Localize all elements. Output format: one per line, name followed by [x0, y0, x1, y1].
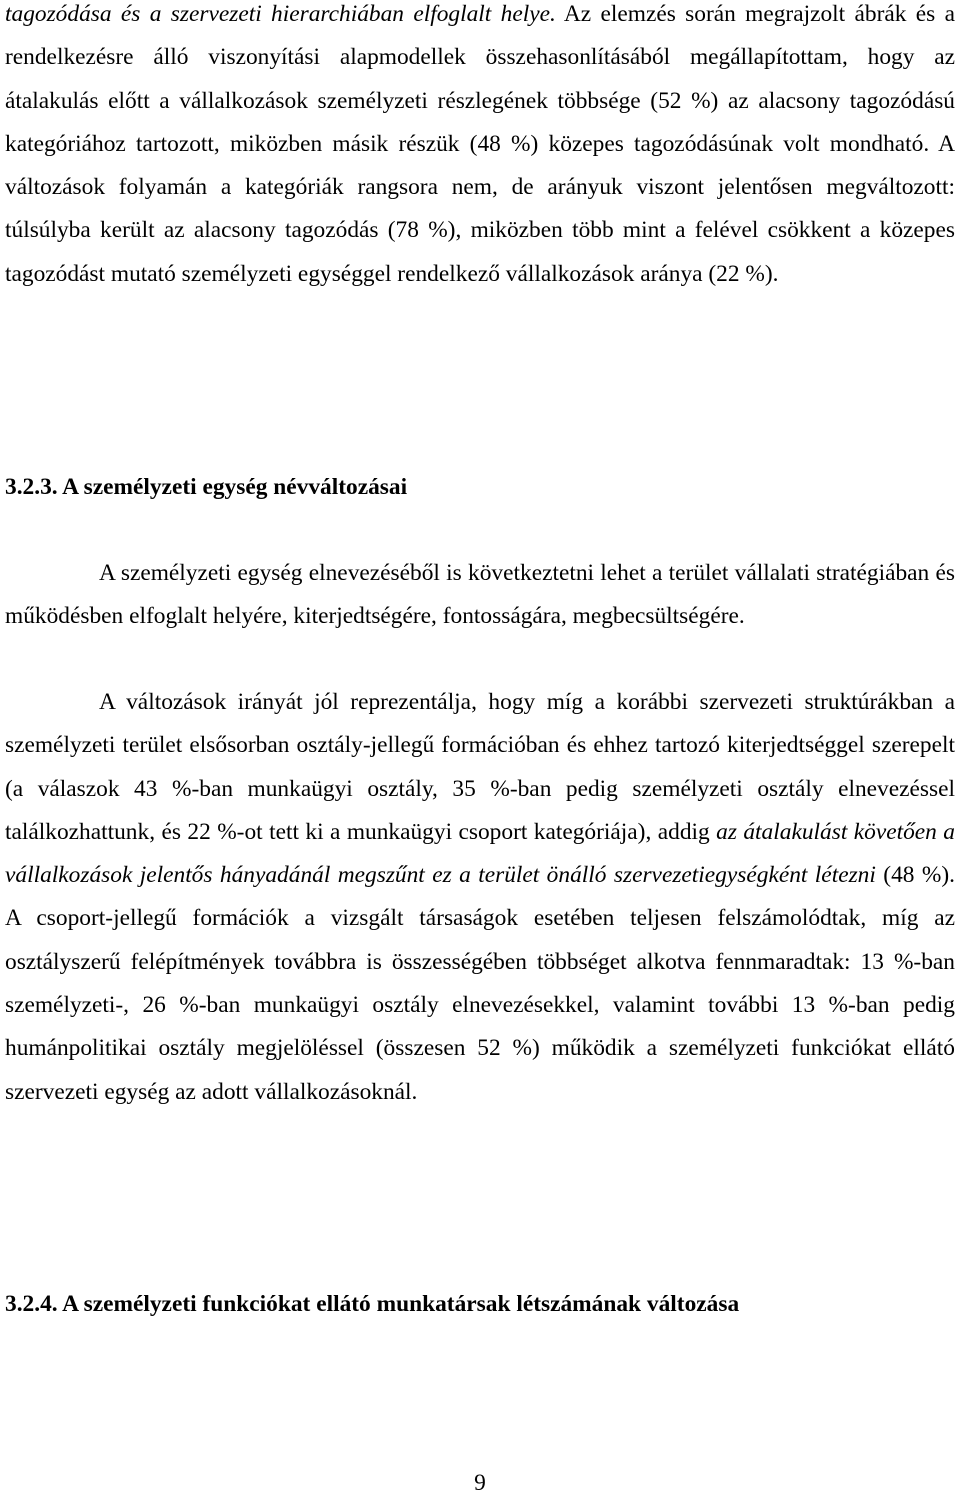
paragraph-text-part2: (48 %). A csoport-jellegű formációk a vizsgált társaságok esetében teljesen felszámolódtak, míg az osztályszerű felépítmények továbbra is összességében többséget alkotva fennmaradtak: 13 %-ban személyzeti-, 26 %-ban munkaügyi osztály elnevezésekkel, valamint további 13 %-ban pedig humánpolitikai osztály megjelöléssel (összesen 52 %) működik a személyzeti funkciókat ellátó szervezeti egység az adott vállalkozásoknál. — [5, 862, 955, 1105]
paragraph-name-changes — [5, 681, 955, 1114]
section-heading-3-2-4: 3.2.4. A személyzeti funkciókat ellátó munkatársak létszámának változása — [5, 1291, 740, 1317]
page-number: 9 — [474, 1470, 486, 1496]
italic-lead-text: tagozódása és a szervezeti hierarchiában elfoglalt helye. — [5, 1, 556, 27]
paragraph-text: Az elemzés során megrajzolt ábrák és a rendelkezésre álló viszonyítási alapmodellek összehasonlításából megállapítottam, hogy az átalakulás előtt a vállalkozások személyzeti részlegének többsége (52 %) az alacsony tagozódású kategóriához tartozott, miközben másik részük (48 %) közepes tagozódásúnak volt mondható. A változások folyamán a kategóriák rangsora nem, de arányuk viszont jelentősen megváltozott: túlsúlyba került az alacsony tagozódás (78 %), miközben több mint a felével csökkent a közepes tagozódást mutató személyzeti egységgel rendelkező vállalkozások aránya (22 %). — [5, 1, 956, 287]
italic-emphasis-text: az átalakulást követően a vállalkozások jelentős hányadánál megszűnt ez a terület önálló szervezetiegységként létezni — [5, 818, 955, 889]
paragraph-name-intro: A személyzeti egység elnevezéséből is következtetni lehet a terület vállalati stratégiában és működésben elfoglalt helyére, kiterjedtségére, fontosságára, megbecsültségére. — [5, 560, 955, 630]
paragraph-hierarchy-analysis — [5, 0, 955, 296]
paragraph-text-part1: A változások irányát jól reprezentálja, hogy míg a korábbi szervezeti struktúrákban a személyzeti terület elsősorban osztály-jellegű formációban és ehhez tartozó kiterjedtséggel szerepelt (a válaszok 43 %-ban munkaügyi osztály, 35 %-ban pedig személyzeti osztály elnevezéssel találkozhattunk, és 22 %-ot tett ki a munkaügyi csoport kategóriája), addig — [5, 689, 955, 845]
section-heading-3-2-3: 3.2.3. A személyzeti egység névváltozásai — [5, 474, 408, 500]
